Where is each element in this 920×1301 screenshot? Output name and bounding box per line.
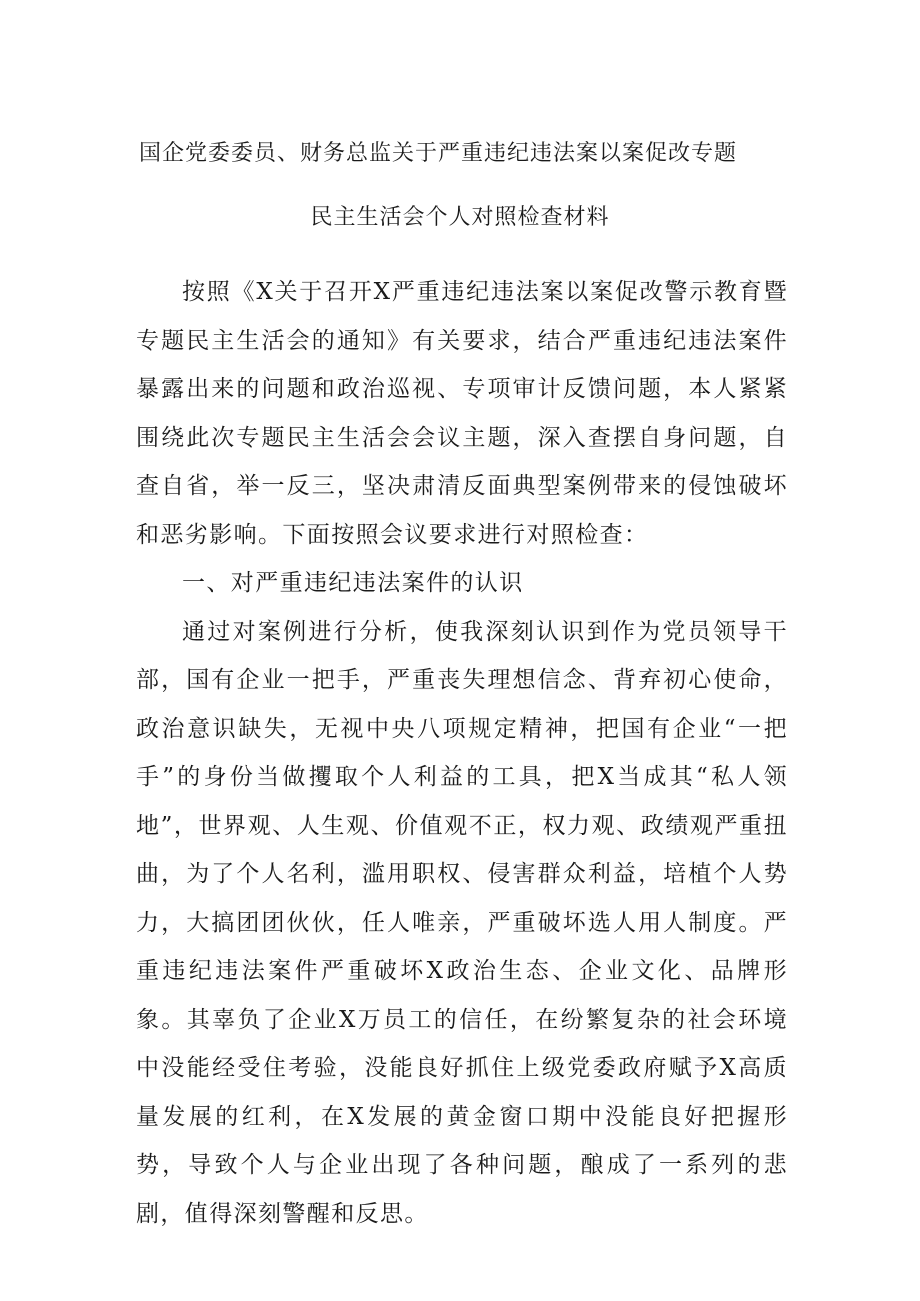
document-body [136,268,788,1238]
document-title-line-1: 国企党委委员、财务总监关于严重违纪违法案以案促改专题 [138,141,737,166]
section-heading-1: 一、对严重违纪违法案件的认识 [182,570,524,596]
paragraph-analysis: 通过对案例进行分析，使我深刻认识到作为党员领导干部，国有企业一把手，严重丧失理想信念、背弃初心使命，政治意识缺失，无视中央八项规定精神，把国有企业“一把手”的身份当做攫取个人利益的工具，把X当成其“私人领地”，世界观、人生观、价值观不正，权力观、政绩观严重扭曲，为了个人名利，滥用职权、侵害群众利益，培植个人势力，大搞团团伙伙，任人唯亲，严重破坏选人用人制度。严重违纪违法案件严重破坏X政治生态、企业文化、品牌形象。其辜负了企业X万员工的信任，在纷繁复杂的社会环境中没能经受住考验，没能良好抓住上级党委政府赋予X高质量发展的红利，在X发展的黄金窗口期中没能良好把握形势，导致个人与企业出现了各种问题，酿成了一系列的悲剧，值得深刻警醒和反思。 [136,618,788,1227]
paragraph-intro: 按照《X关于召开X严重违纪违法案以案促改警示教育暨专题民主生活会的通知》有关要求，结合严重违纪违法案件暴露出来的问题和政治巡视、专项审计反馈问题，本人紧紧围绕此次专题民主生活会会议主题，深入查摆自身问题，自查自省，举一反三，坚决肃清反面典型案例带来的侵蚀破坏和恶劣影响。下面按照会议要求进行对照检查： [136,279,788,548]
document-title-line-2: 民主生活会个人对照检查材料 [310,205,610,230]
